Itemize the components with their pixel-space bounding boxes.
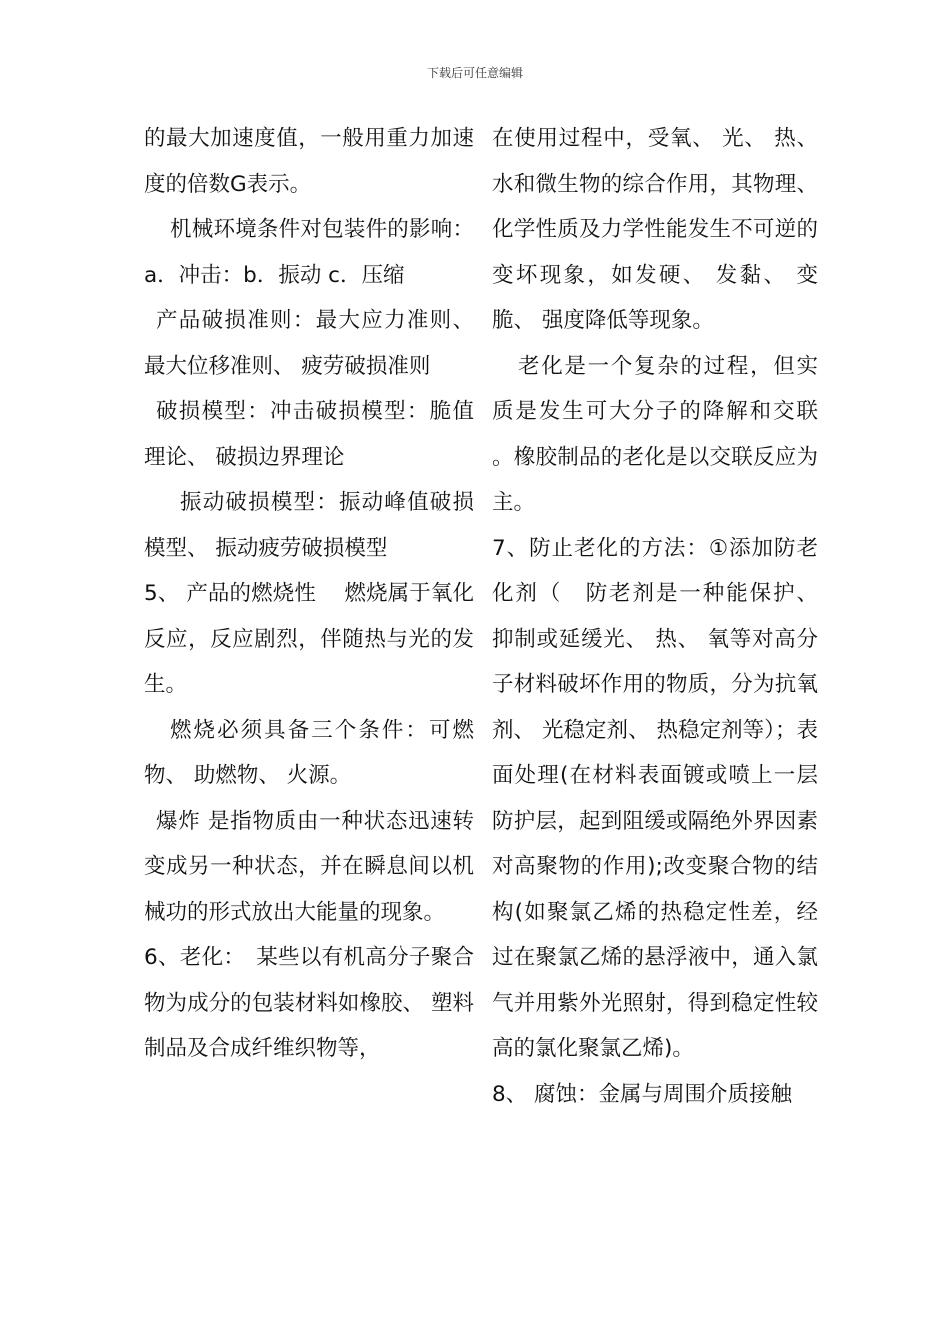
paragraph-explosion: 爆炸 是指物质由一种状态迅速转变成另一种状态，并在瞬息间以机械功的形式放出大能量的现象。 bbox=[144, 808, 474, 925]
paragraph-damage-criteria: 产品破损准则：最大应力准则、 最大位移准则、 疲劳破损准则 bbox=[144, 308, 474, 379]
paragraph-aging-essence: 老化是一个复杂的过程，但实质是发生可大分子的降解和交联 。橡胶制品的老化是以交联反应为主。 bbox=[492, 353, 818, 515]
paragraph-mechanical-conditions: 机械环境条件对包装件的影响：a．冲击：b．振动 c．压缩 bbox=[144, 217, 474, 288]
right-column bbox=[492, 116, 818, 1117]
paragraph-vibration-models: 振动破损模型：振动峰值破损模型、 振动疲劳破损模型 bbox=[144, 490, 474, 561]
paragraph-acceleration: 的最大加速度值，一般用重力加速度的倍数G表示。 bbox=[144, 126, 474, 197]
paragraph-aging: 6、老化： 某些以有机高分子聚合物为成分的包装材料如橡胶、 塑料制品及合成纤维织物等， bbox=[144, 945, 474, 1061]
page-header: 下载后可任意编辑 bbox=[426, 66, 523, 80]
left-column bbox=[144, 116, 474, 1072]
paragraph-combustibility: 5、 产品的燃烧性 燃烧属于氧化反应，反应剧烈，伴随热与光的发生。 bbox=[144, 581, 474, 697]
paragraph-corrosion: 8、 腐蚀：金属与周围介质接触 bbox=[492, 1081, 793, 1107]
paragraph-damage-models: 破损模型：冲击破损模型：脆值理论、 破损边界理论 bbox=[144, 399, 474, 470]
paragraph-aging-effects: 在使用过程中，受氧、 光、 热、 水和微生物的综合作用，其物理、 化学性质及力学性能发生不可逆的变坏现象，如发硬、 发黏、 变脆、 强度降低等现象。 bbox=[492, 126, 818, 333]
paragraph-anti-aging-methods: 7、防止老化的方法：①添加防老化剂（ 防老剂是一种能保护、 抑制或延缓光、 热、 氧等对高分子材料破坏作用的物质，分为抗氧剂、 光稳定剂、 热稳定剂等）；表面处理(在材料表面镀或喷上一层防护层，起到阻缓或隔绝外界因素对高聚物的作用);改变聚合物的结构(如聚氯乙烯的热稳定性差，经过在聚氯乙烯的悬浮液中，通入氯气并用紫外光照射，得到稳定性较高的氯化聚氯乙烯)。 bbox=[492, 535, 818, 1061]
paragraph-combustion-conditions: 燃烧必须具备三个条件：可燃物、 助燃物、 火源。 bbox=[144, 717, 474, 788]
